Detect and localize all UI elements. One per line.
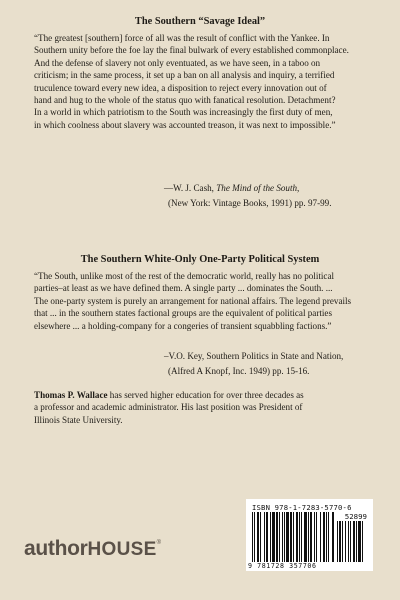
quote-source: (Alfred A Knopf, Inc. 1949) pp. 15-16. xyxy=(168,366,310,376)
barcode-bar xyxy=(279,512,280,562)
barcode-bar xyxy=(310,512,312,562)
quote-source: (New York: Vintage Books, 1991) pp. 97-99. xyxy=(168,198,332,208)
barcode-bar xyxy=(362,521,363,562)
barcode-bar xyxy=(320,512,321,562)
quote-line: And the defense of slavery not only eventuated, as we have seen, in a taboo on xyxy=(34,57,321,68)
quote-line: “The greatest [southern] force of all was the result of conflict with the Yankee. In xyxy=(34,33,330,43)
attribution-punct: , xyxy=(297,183,300,193)
quote-line: Southern unity before the foe lay the final bulwark of every established commonplace. xyxy=(34,45,349,56)
barcode-bar xyxy=(339,521,341,562)
bio-line: a professor and academic administrator. His last position was President of xyxy=(34,402,303,413)
barcode-bar xyxy=(254,512,255,562)
attribution-title: The Mind of the South xyxy=(216,183,298,193)
barcode-bar xyxy=(323,512,325,562)
barcode-bar xyxy=(304,512,307,562)
price-barcode-bars xyxy=(337,521,367,562)
barcode-bar xyxy=(332,512,334,562)
barcode-bar xyxy=(284,512,285,562)
logo-word-author: author xyxy=(24,537,88,560)
barcode-bar xyxy=(299,512,300,562)
section-heading: The Southern White-Only One-Party Political System xyxy=(80,254,320,265)
barcode-bar xyxy=(342,521,343,562)
isbn-text: ISBN 978-1-7283-5770-6 xyxy=(252,503,352,512)
quote-attribution xyxy=(164,182,299,195)
barcode-bar xyxy=(316,512,317,562)
quote-line: criticism; in the same process, it set up a ban on all analysis and inquiry, a terrified xyxy=(34,70,335,81)
barcode-bar xyxy=(290,512,292,562)
logo-word-house: HOUSE xyxy=(87,539,157,560)
barcode-bar xyxy=(326,512,327,562)
barcode-bar xyxy=(356,521,357,562)
price-code: 52899 xyxy=(344,512,367,521)
registered-mark: ® xyxy=(156,540,161,546)
barcode-bar xyxy=(358,521,361,562)
barcode-bar xyxy=(350,521,351,562)
barcode-bar xyxy=(264,512,265,562)
barcode-bar xyxy=(353,521,355,562)
quote-line: hand and hug to the whole of the status quo with fanatical resolution. Detachment? xyxy=(34,95,336,106)
bio-text: has served higher education for over three decades as xyxy=(107,390,304,400)
quote-line: In a world in which patriotism to the South was increasingly the first duty of men, xyxy=(34,107,333,118)
barcode-bar xyxy=(252,512,253,562)
barcode-bar xyxy=(293,512,294,562)
barcode-bar xyxy=(276,512,278,562)
ean-digits: 9 781728 357706 xyxy=(248,562,317,570)
barcode-bar xyxy=(308,512,309,562)
quote-line: The one-party system is purely an arrangement for national affairs. The legend prevails xyxy=(34,295,352,306)
author-bio xyxy=(34,389,366,426)
cash-quote xyxy=(34,32,349,131)
quote-line: “The South, unlike most of the rest of the democratic world, really has no political xyxy=(34,271,335,281)
barcode-bar xyxy=(257,512,259,562)
barcode-bar xyxy=(328,512,329,562)
barcode-bar xyxy=(337,521,338,562)
barcode-bar xyxy=(301,512,302,562)
ean-barcode-bars xyxy=(252,512,334,562)
barcode-bar xyxy=(345,521,346,562)
section-heading: The Southern “Savage Ideal” xyxy=(134,16,266,27)
barcode-bar xyxy=(260,512,261,562)
quote-line: elsewhere ... a holding-company for a congeries of transient squabbling factions.” xyxy=(34,320,332,331)
barcode-bar xyxy=(296,512,298,562)
barcode-bar xyxy=(348,521,349,562)
key-quote xyxy=(34,270,351,332)
bio-line xyxy=(34,389,366,401)
barcode-bar xyxy=(272,512,275,562)
barcode-bar xyxy=(314,512,315,562)
author-name: Thomas P. Wallace xyxy=(34,390,108,400)
quote-line: truculence toward every new idea, a disposition to reject every innovation out of xyxy=(34,82,327,93)
barcode-bar xyxy=(286,512,289,562)
authorhouse-logo xyxy=(24,537,161,561)
bio-line: Illinois State University. xyxy=(34,414,123,425)
quote-attribution: –V.O. Key, Southern Politics in State and Nation, xyxy=(164,351,344,361)
barcode-bar xyxy=(270,512,271,562)
barcode-bar xyxy=(282,512,283,562)
barcode-bar xyxy=(266,512,268,562)
isbn-barcode xyxy=(246,499,373,571)
quote-line: parties–at least as we have defined them. A single party ... dominates the South. ... xyxy=(34,283,333,294)
quote-line: that ... in the southern states factional groups are the equivalent of political parties xyxy=(34,308,332,319)
attribution-author: —W. J. Cash, xyxy=(164,183,217,193)
quote-line: in which coolness about slavery was accounted treason, it was next to impossible.” xyxy=(34,119,336,130)
